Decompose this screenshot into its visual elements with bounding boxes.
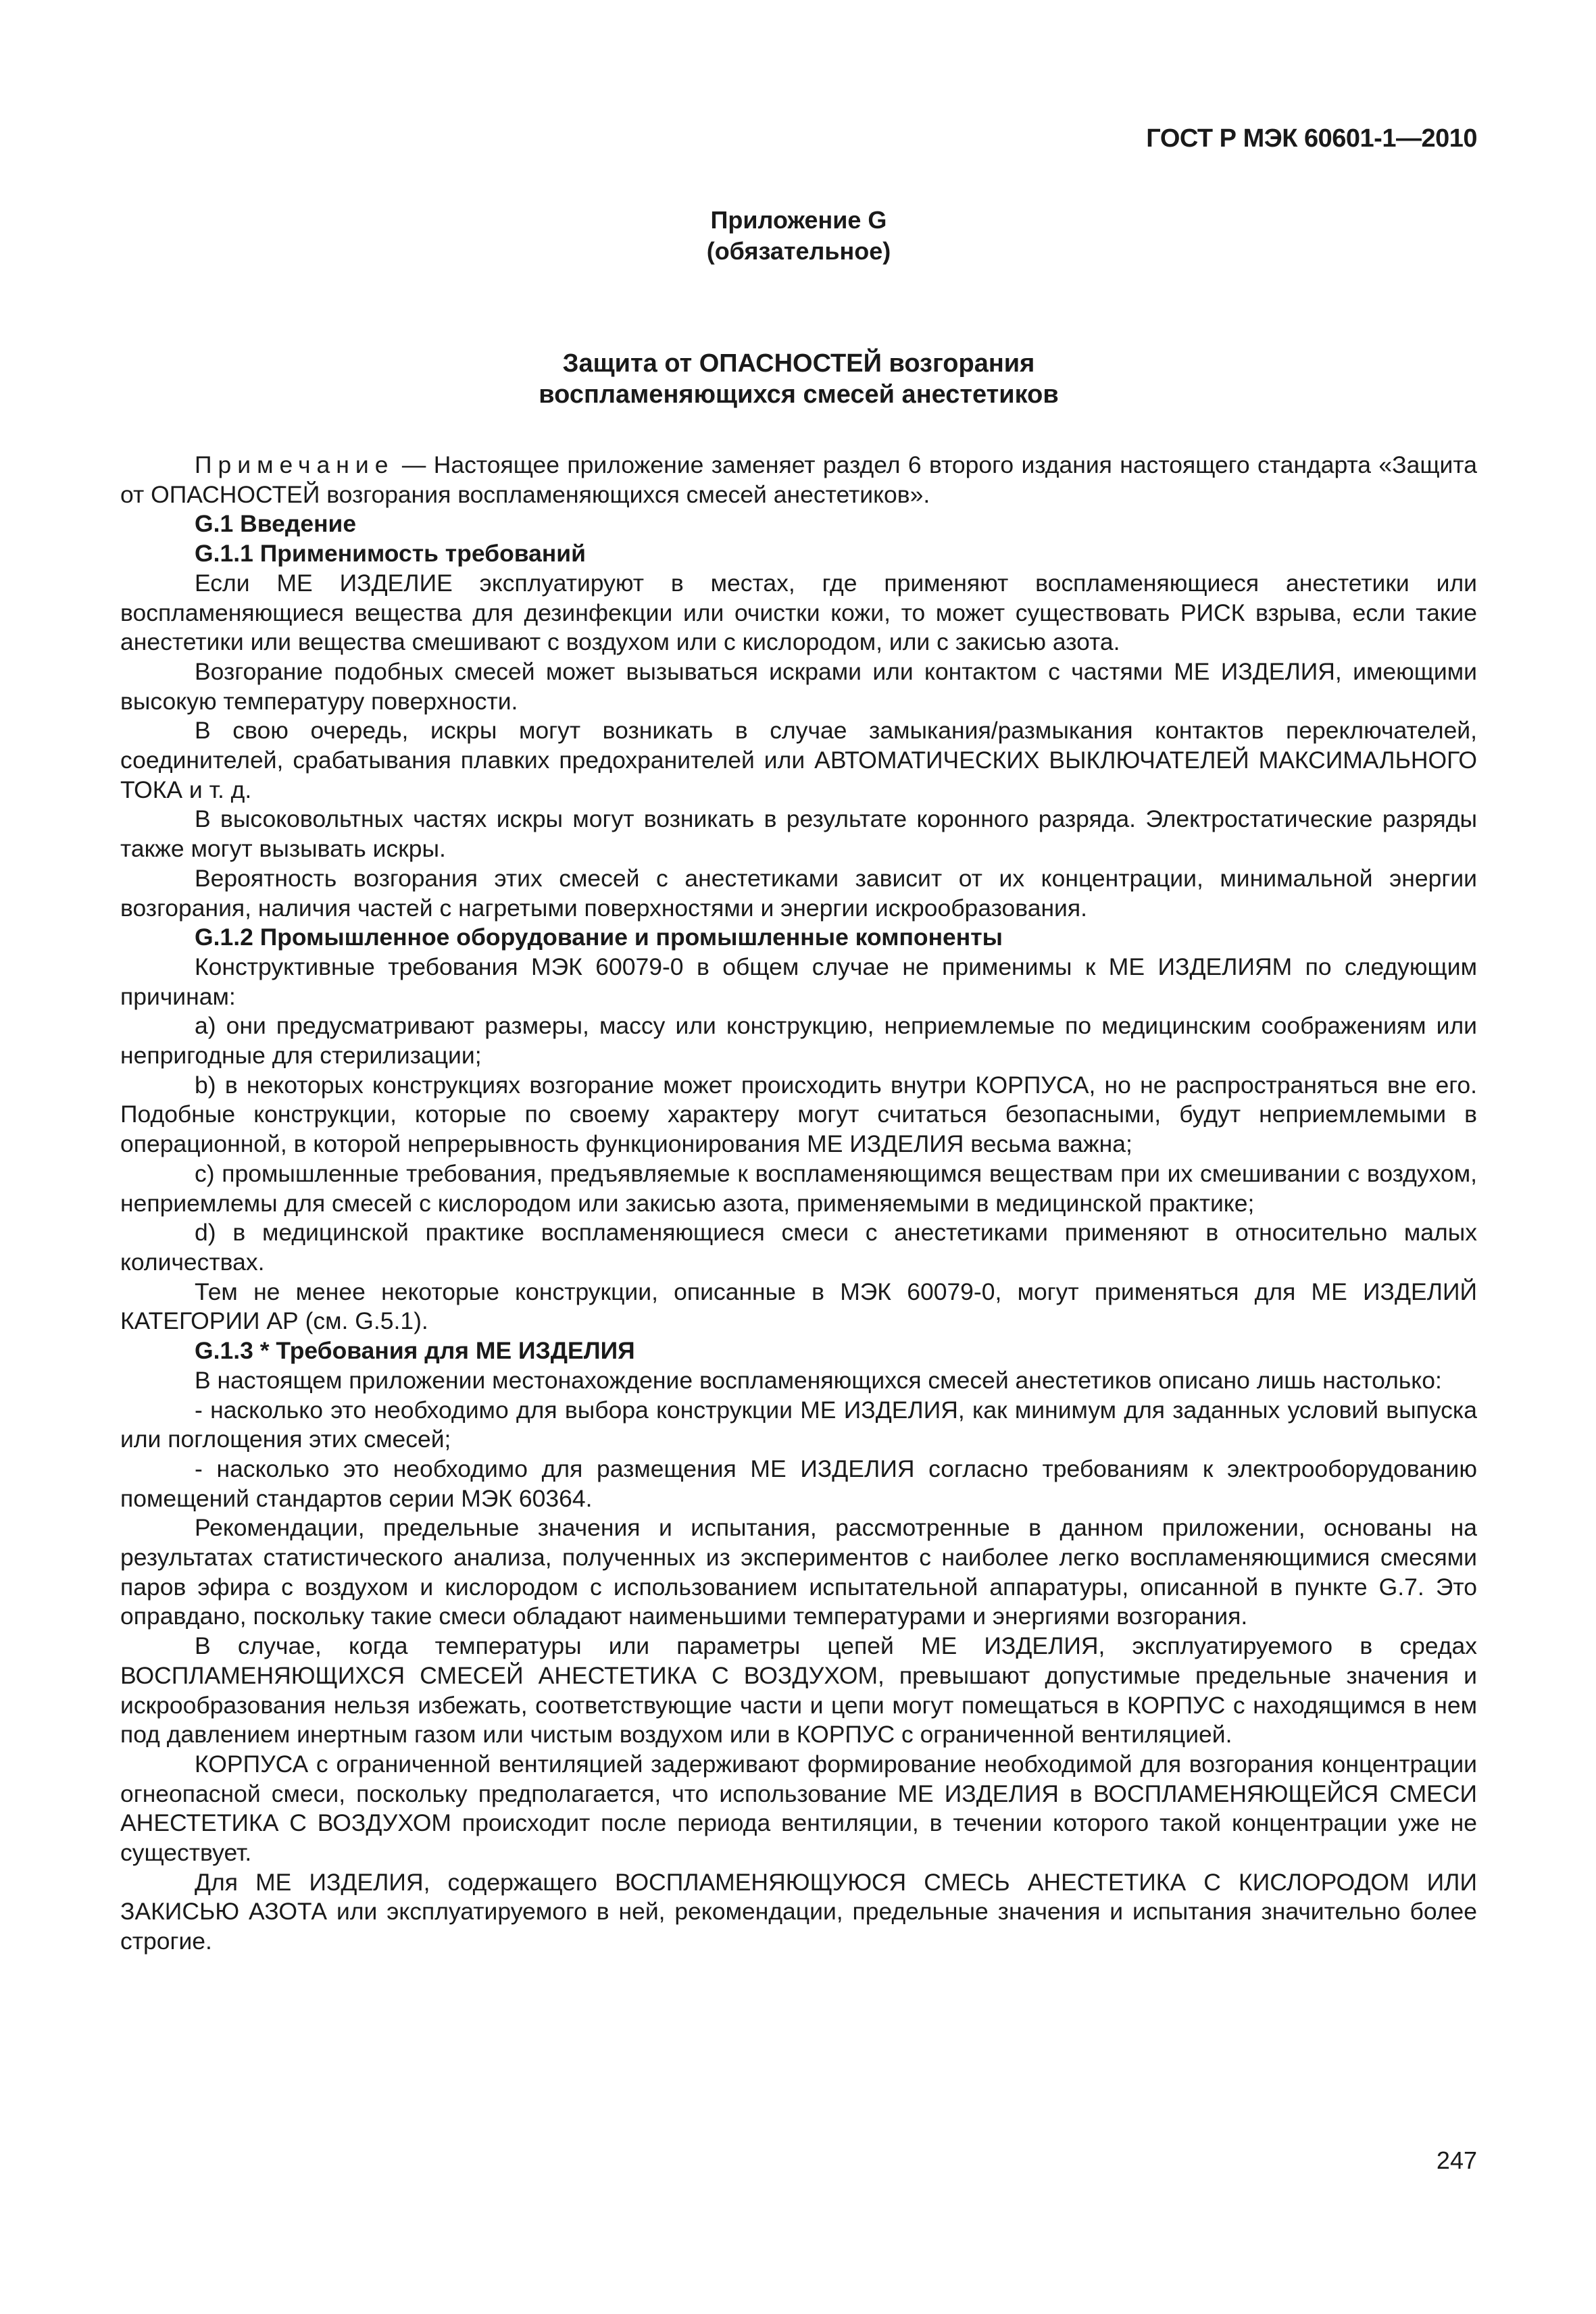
title-line-1: Защита от ОПАСНОСТЕЙ возгорания bbox=[562, 349, 1035, 378]
page-number: 247 bbox=[1436, 2146, 1477, 2174]
note-label: Примечание bbox=[195, 451, 395, 478]
note-paragraph bbox=[120, 451, 1477, 509]
section-heading-g1-2: G.1.2 Промышленное оборудование и промышленные компоненты bbox=[195, 924, 1003, 951]
list-item: - насколько это необходимо для выбора конструкции МЕ ИЗДЕЛИЯ, как минимум для заданных условий выпуска или поглощения этих смесей; bbox=[120, 1396, 1477, 1453]
list-item: c) промышленные требования, предъявляемые к воспламеняющимся веществам при их смешивании с воздухом, неприемлемы для смесей с кислородом или закисью азота, применяемыми в медицинской практике; bbox=[120, 1159, 1477, 1217]
list-item: а) они предусматривают размеры, массу или конструкцию, неприемлемые по медицинским соображениям или непригодные для стерилизации; bbox=[120, 1012, 1477, 1070]
paragraph: КОРПУСА с ограниченной вентиляцией задерживают формирование необходимой для возгорания концентрации огнеопасной смеси, поскольку предполагается, что использование МЕ ИЗДЕЛИЯ в ВОСПЛАМЕНЯЮЩЕЙСЯ СМЕСИ АНЕСТЕТИКА С ВОЗДУХОМ происходит после периода вентиляции, в течении которого такой концентрации уже не существует. bbox=[120, 1750, 1477, 1867]
note-text: — Настоящее приложение заменяет раздел 6 второго издания настоящего стандарта «Защита от ОПАСНОСТЕЙ возгорания воспламеняющихся смесей анестетиков». bbox=[120, 451, 1477, 508]
paragraph: Конструктивные требования МЭК 60079-0 в общем случае не применимы к МЕ ИЗДЕЛИЯМ по следующим причинам: bbox=[120, 953, 1477, 1010]
annex-status: (обязательное) bbox=[706, 237, 891, 265]
paragraph: В случае, когда температуры или параметры цепей МЕ ИЗДЕЛИЯ, эксплуатируемого в средах ВОСПЛАМЕНЯЮЩИХСЯ СМЕСЕЙ АНЕСТЕТИКА С ВОЗДУХОМ, превышают допустимые предельные значения и искрообразования нельзя избежать, соответствующие части и цепи могут помещаться в КОРПУС с находящимся в нем под давлением инертным газом или чистым воздухом или в КОРПУС с ограниченной вентиляцией. bbox=[120, 1632, 1477, 1749]
section-heading-g1-1: G.1.1 Применимость требований bbox=[195, 540, 586, 568]
paragraph: Рекомендации, предельные значения и испытания, рассмотренные в данном приложении, основаны на результатах статистического анализа, полученных из экспериментов с наиболее легко воспламеняющимися смесями паров эфира с воздухом и кислородом с использованием испытательной аппаратуры, описанной в пункте G.7. Это оправдано, поскольку такие смеси обладают наименьшими температурами и энергиями возгорания. bbox=[120, 1514, 1477, 1630]
document-body bbox=[120, 451, 1477, 1957]
annex-heading bbox=[120, 205, 1477, 267]
paragraph: В настоящем приложении местонахождение воспламеняющихся смесей анестетиков описано лишь настолько: bbox=[195, 1366, 1442, 1394]
list-item: d) в медицинской практике воспламеняющиеся смеси с анестетиками применяют в относительно малых количествах. bbox=[120, 1219, 1477, 1276]
title-line-2: воспламеняющихся смесей анестетиков bbox=[539, 380, 1059, 409]
paragraph: В свою очередь, искры могут возникать в случае замыкания/размыкания контактов переключателей, соединителей, срабатывания плавких предохранителей или АВТОМАТИЧЕСКИХ ВЫКЛЮЧАТЕЛЕЙ МАКСИМАЛЬНОГО ТОКА и т. д. bbox=[120, 717, 1477, 803]
section-heading-g1: G.1 Введение bbox=[195, 510, 357, 538]
list-item: b) в некоторых конструкциях возгорание может происходить внутри КОРПУСА, но не распространяться вне его. Подобные конструкции, которые по своему характеру могут считаться безопасными, будут неприемлемыми в операционной, в которой непрерывность функционирования МЕ ИЗДЕЛИЯ весьма важна; bbox=[120, 1071, 1477, 1158]
paragraph: Для МЕ ИЗДЕЛИЯ, содержащего ВОСПЛАМЕНЯЮЩУЮСЯ СМЕСЬ АНЕСТЕТИКА С КИСЛОРОДОМ ИЛИ ЗАКИСЬЮ АЗОТА или эксплуатируемого в ней, рекомендации, предельные значения и испытания значительно более строгие. bbox=[120, 1868, 1477, 1955]
paragraph: Если МЕ ИЗДЕЛИЕ эксплуатируют в местах, где применяют воспламеняющиеся анестетики или воспламеняющиеся вещества для дезинфекции или очистки кожи, то может существовать РИСК взрыва, если такие анестетики или вещества смешивают с воздухом или с кислородом, или с закисью азота. bbox=[120, 569, 1477, 656]
paragraph: В высоковольтных частях искры могут возникать в результате коронного разряда. Электростатические разряды также могут вызывать искры. bbox=[120, 805, 1477, 863]
paragraph: Вероятность возгорания этих смесей с анестетиками зависит от их концентрации, минимальной энергии возгорания, наличия частей с нагретыми поверхностями и энергии искрообразования. bbox=[120, 864, 1477, 922]
paragraph: Тем не менее некоторые конструкции, описанные в МЭК 60079-0, могут применяться для МЕ ИЗДЕЛИЙ КАТЕГОРИИ АР (см. G.5.1). bbox=[120, 1278, 1477, 1335]
standard-header: ГОСТ Р МЭК 60601-1—2010 bbox=[1146, 124, 1477, 153]
annex-label: Приложение G bbox=[710, 206, 887, 234]
annex-title bbox=[120, 348, 1477, 410]
list-item: - насколько это необходимо для размещения МЕ ИЗДЕЛИЯ согласно требованиям к электрооборудованию помещений стандартов серии МЭК 60364. bbox=[120, 1455, 1477, 1512]
paragraph: Возгорание подобных смесей может вызываться искрами или контактом с частями МЕ ИЗДЕЛИЯ, имеющими высокую температуру поверхности. bbox=[120, 657, 1477, 715]
section-heading-g1-3: G.1.3 * Требования для МЕ ИЗДЕЛИЯ bbox=[195, 1337, 635, 1365]
